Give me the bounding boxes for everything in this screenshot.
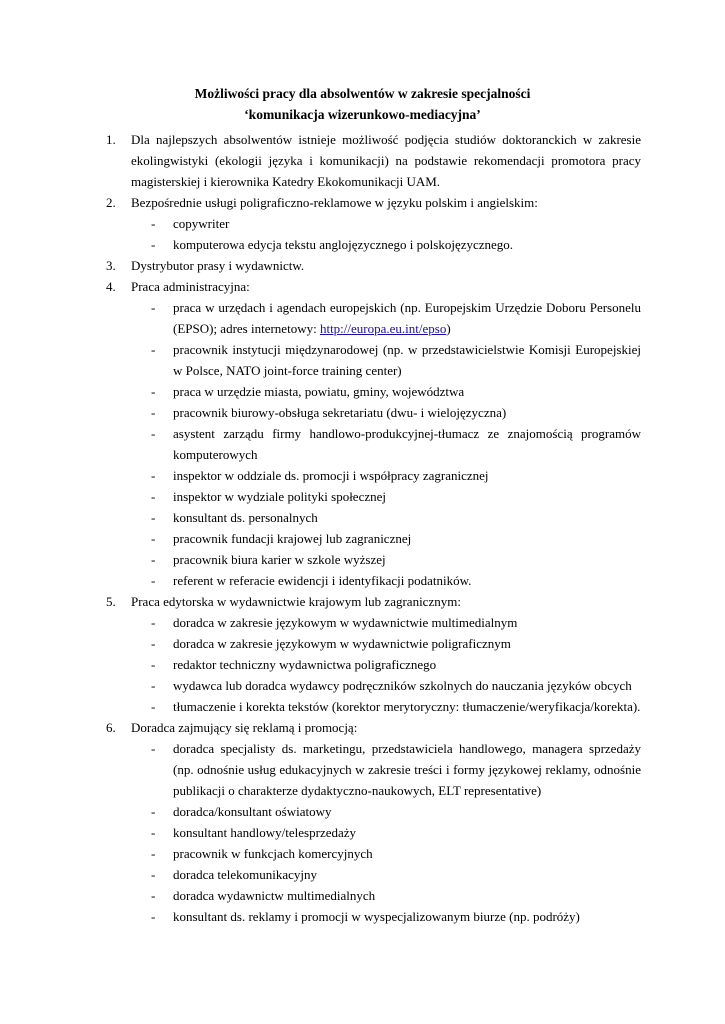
sub-item xyxy=(0,633,725,654)
sub-item-text: copywriter xyxy=(173,216,230,231)
sub-item-text: praca w urzędzie miasta, powiatu, gminy, województwa xyxy=(173,384,465,399)
sub-item xyxy=(0,696,725,717)
sub-item xyxy=(0,339,725,381)
list-item-number: 2. xyxy=(106,195,116,210)
list-item-text: Praca administracyjna: xyxy=(131,279,250,294)
list-item-text: Praca edytorska w wydawnictwie krajowym lub zagranicznym: xyxy=(131,594,461,609)
sub-item-text: wydawca lub doradca wydawcy podręczników szkolnych do nauczania języków obcych xyxy=(173,678,632,693)
sub-item xyxy=(0,675,725,696)
sub-item-text: inspektor w oddziale ds. promocji i współpracy zagranicznej xyxy=(173,468,489,483)
epso-text: praca w urzędach i agendach europejskich (np. Europejskim Urzędzie Doboru Personelu (EPSO); adres internetowy: xyxy=(173,300,641,336)
sub-item-text: redaktor techniczny wydawnictwa poligraficznego xyxy=(173,657,437,672)
sub-item xyxy=(0,612,725,633)
list-item-5 xyxy=(0,591,725,612)
sub-item xyxy=(0,486,725,507)
dash-bullet: - xyxy=(151,552,156,567)
list-item-2 xyxy=(0,192,725,213)
dash-bullet: - xyxy=(151,531,156,546)
sub-item-text: asystent zarządu firmy handlowo-produkcyjnej-tłumacz ze znajomością programów komputerowych xyxy=(173,426,641,462)
dash-bullet: - xyxy=(151,405,156,420)
sub-item-text: pracownik instytucji międzynarodowej (np. w przedstawicielstwie Komisji Europejskiej w Polsce, NATO joint-force training center) xyxy=(173,342,641,378)
sub-item xyxy=(0,654,725,675)
dash-bullet: - xyxy=(151,909,156,924)
list-item-3 xyxy=(0,255,725,276)
sub-item-text: konsultant ds. personalnych xyxy=(173,510,318,525)
sub-item xyxy=(0,465,725,486)
dash-bullet: - xyxy=(151,615,156,630)
dash-bullet: - xyxy=(151,888,156,903)
dash-bullet: - xyxy=(151,741,156,756)
list-item-number: 5. xyxy=(106,594,116,609)
sub-item xyxy=(0,507,725,528)
sub-item xyxy=(0,885,725,906)
dash-bullet: - xyxy=(151,804,156,819)
list-item-text: Doradca zajmujący się reklamą i promocją: xyxy=(131,720,358,735)
sub-item-text: konsultant ds. reklamy i promocji w wyspecjalizowanym biurze (np. podróży) xyxy=(173,909,580,924)
dash-bullet: - xyxy=(151,216,156,231)
list-item-6 xyxy=(0,717,725,738)
sub-item xyxy=(0,570,725,591)
list-item-number: 1. xyxy=(106,132,116,147)
career-options-list xyxy=(0,129,725,927)
sub-item-text: pracownik w funkcjach komercyjnych xyxy=(173,846,373,861)
sub-item xyxy=(0,864,725,885)
sub-item xyxy=(0,423,725,465)
sub-item xyxy=(0,801,725,822)
sub-item-text: doradca/konsultant oświatowy xyxy=(173,804,332,819)
list-item-number: 6. xyxy=(106,720,116,735)
list-item-number: 4. xyxy=(106,279,116,294)
sub-item-text: referent w referacie ewidencji i identyfikacji podatników. xyxy=(173,573,472,588)
dash-bullet: - xyxy=(151,510,156,525)
dash-bullet: - xyxy=(151,867,156,882)
sub-item-text: inspektor w wydziale polityki społecznej xyxy=(173,489,387,504)
sub-item-epso xyxy=(0,297,725,339)
list-item-text: Dla najlepszych absolwentów istnieje możliwość podjęcia studiów doktoranckich w zakresie ekolingwistyki (ekologii języka i komunikacji) na podstawie rekomendacji promotora pracy magisterskiej i kierownika Katedry Ekokomunikacji UAM. xyxy=(131,132,641,189)
dash-bullet: - xyxy=(151,426,156,441)
dash-bullet: - xyxy=(151,468,156,483)
sub-item xyxy=(0,843,725,864)
dash-bullet: - xyxy=(151,699,156,714)
sub-item xyxy=(0,738,725,801)
epso-link[interactable]: http://europa.eu.int/epso xyxy=(319,321,447,336)
dash-bullet: - xyxy=(151,573,156,588)
dash-bullet: - xyxy=(151,846,156,861)
sub-item xyxy=(0,528,725,549)
sub-item-text: pracownik fundacji krajowej lub zagranicznej xyxy=(173,531,412,546)
sub-item-text: doradca telekomunikacyjny xyxy=(173,867,318,882)
sub-item xyxy=(0,822,725,843)
epso-text-end: ) xyxy=(446,321,451,336)
sub-item xyxy=(0,381,725,402)
sub-item-text xyxy=(173,297,641,339)
dash-bullet: - xyxy=(151,489,156,504)
list-item-text: Bezpośrednie usługi poligraficzno-reklamowe w języku polskim i angielskim: xyxy=(131,195,538,210)
sub-item-text: konsultant handlowy/telesprzedaży xyxy=(173,825,357,840)
dash-bullet: - xyxy=(151,657,156,672)
dash-bullet: - xyxy=(151,300,156,315)
dash-bullet: - xyxy=(151,825,156,840)
document-title-line-1: Możliwości pracy dla absolwentów w zakresie specjalności xyxy=(194,86,531,101)
dash-bullet: - xyxy=(151,384,156,399)
sub-item-text: pracownik biura karier w szkole wyższej xyxy=(173,552,386,567)
sub-item xyxy=(0,906,725,927)
dash-bullet: - xyxy=(151,237,156,252)
list-item-text: Dystrybutor prasy i wydawnictw. xyxy=(131,258,305,273)
sub-item xyxy=(0,234,725,255)
dash-bullet: - xyxy=(151,636,156,651)
sub-item-text: doradca wydawnictw multimedialnych xyxy=(173,888,376,903)
list-item-1 xyxy=(0,129,725,192)
document-title-line-2: ‘komunikacja wizerunkowo-mediacyjna’ xyxy=(244,107,481,122)
sub-item-text: pracownik biurowy-obsługa sekretariatu (dwu- i wielojęzyczna) xyxy=(173,405,507,420)
dash-bullet: - xyxy=(151,342,156,357)
sub-item-text: tłumaczenie i korekta tekstów (korektor merytoryczny: tłumaczenie/weryfikacja/korekta). xyxy=(173,699,641,714)
sub-item-text: doradca w zakresie językowym w wydawnictwie poligraficznym xyxy=(173,636,511,651)
list-item-number: 3. xyxy=(106,258,116,273)
sub-item-text: doradca w zakresie językowym w wydawnictwie multimedialnym xyxy=(173,615,518,630)
dash-bullet: - xyxy=(151,678,156,693)
sub-item xyxy=(0,549,725,570)
sub-item-text: doradca specjalisty ds. marketingu, przedstawiciela handlowego, managera sprzedaży (np. odnośnie usług edukacyjnych w zakresie treści i formy językowej reklamy, odnośnie publikacji o charakterze dydaktyczno-naukowych, ELT representative) xyxy=(173,741,641,798)
sub-item-text: komputerowa edycja tekstu anglojęzycznego i polskojęzycznego. xyxy=(173,237,514,252)
list-item-4 xyxy=(0,276,725,297)
sub-item xyxy=(0,213,725,234)
sub-item xyxy=(0,402,725,423)
